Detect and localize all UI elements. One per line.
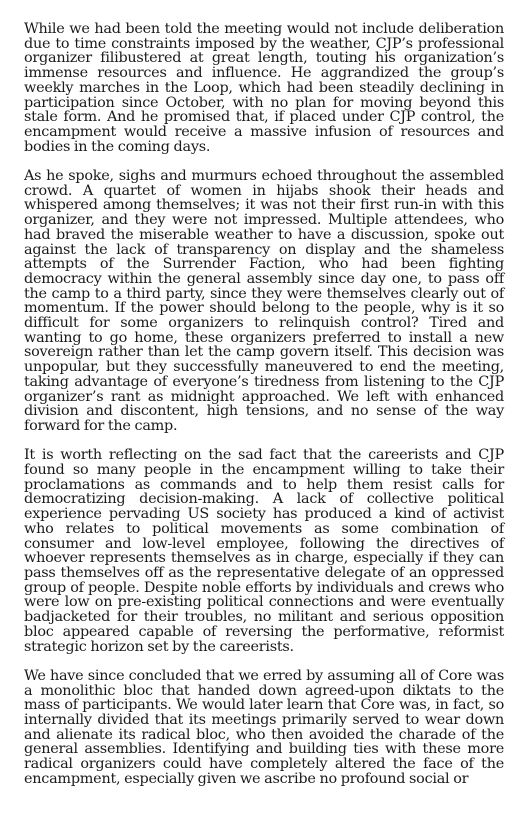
paragraph: While we had been told the meeting would not include deliberation due to time constraints imposed by the weather, CJP’s professional organizer filibustered at great length, touting his organization’s immense resources and influence. He aggrandized the group’s weekly marches in the Loop, which had been steadily declining in participation since October, with no plan for moving beyond this stale form. And he promised that, if placed under CJP control, the encampment would receive a massive infusion of resources and bodies in the coming days. (24, 21, 504, 155)
paragraph: As he spoke, sighs and murmurs echoed throughout the assembled crowd. A quartet of women in hijabs shook their heads and whispered among themselves; it was not their first run-in with this organizer, and they were not impressed. Multiple attendees, who had braved the miserable weather to have a discussion, spoke out against the lack of transparency on display and the shameless attempts of the Surrender Faction, who had been fighting democracy within the general assembly since day one, to pass off the camp to a third party, since they were themselves clearly out of momentum. If the power should belong to the people, why is it so difficult for some organizers to relinquish control? Tired and wanting to go home, these organizers preferred to install a new sovereign rather than let the camp govern itself. This decision was unpopular, but they successfully maneuvered to end the meeting, taking advantage of everyone’s tiredness from listening to the CJP organizer’s rant as midnight approached. We left with enhanced division and discontent, high tensions, and no sense of the way forward for the camp. (24, 168, 504, 434)
paragraph: We have since concluded that we erred by assuming all of Core was a monolithic bloc that handed down agreed-upon diktats to the mass of participants. We would later learn that Core was, in fact, so internally divided that its meetings primarily served to wear down and alienate its radical bloc, who then avoided the charade of the general assemblies. Identifying and building ties with these more radical organizers could have completely altered the face of the encampment, especially given we ascribe no profound social or (24, 667, 504, 787)
paragraph: It is worth reflecting on the sad fact that the careerists and CJP found so many people in the encampment willing to take their proclamations as commands and to help them resist calls for democratizing decision-making. A lack of collective political experience pervading US society has produced a kind of activist who relates to political movements as some combination of consumer and low-level employee, following the directives of whoever represents themselves as in charge, especially if they can pass themselves off as the representative delegate of an oppressed group of people. Despite noble efforts by individuals and crews who were low on pre-existing political connections and were eventually badjacketed for their troubles, no militant and serious opposition bloc appeared capable of reversing the performative, reformist strategic horizon set by the careerists. (24, 447, 504, 655)
document-body (24, 22, 504, 801)
